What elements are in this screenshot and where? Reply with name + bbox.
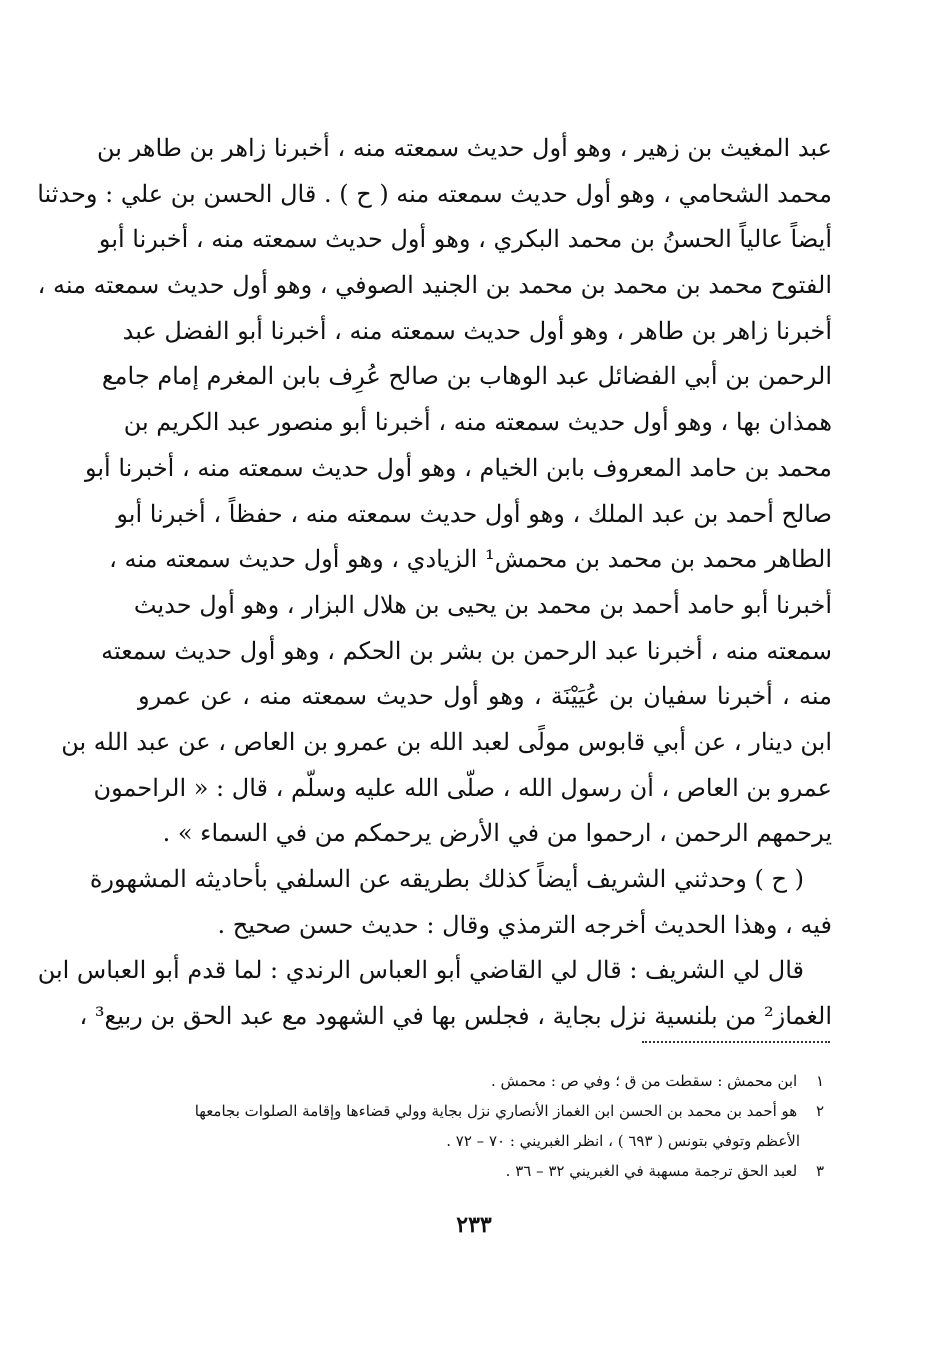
footnotes-block [134,1066,824,1186]
text-line: أيضاً عالياً الحسنُ بن محمد البكري ، وهو أول حديث سمعته منه ، أخبرنا أبو [98,225,832,254]
text-line: محمد الشحامي ، وهو أول حديث سمعته منه ( ح ) . قال الحسن بن علي : وحدثنا [37,179,832,208]
text-line: أخبرنا زاهر بن طاهر ، وهو أول حديث سمعته منه ، أخبرنا أبو الفضل عبد [122,316,832,345]
footnote-text: لعبد الحق ترجمة مسهبة في الغبريني ٣٢ – ٣٦ . [505,1162,798,1180]
text-line: قال لي الشريف : قال لي القاضي أبو العباس الرندي : لما قدم أبو العباس ابن [37,956,804,985]
text-line: ابن دينار ، عن أبي قابوس مولًى لعبد الله بن عمرو بن العاص ، عن عبد الله بن [61,727,832,756]
footnote-2 [134,1096,824,1126]
text-line: يرحمهم الرحمن ، ارحموا من في الأرض يرحمكم من في السماء » . [162,819,832,848]
footnote-3 [134,1156,824,1186]
footnote-number: ٣ [815,1162,824,1180]
text-line: محمد بن حامد المعروف بابن الخيام ، وهو أول حديث سمعته منه ، أخبرنا أبو [84,453,832,482]
text-line: الطاهر محمد بن محمد بن محمش¹ الزيادي ، وهو أول حديث سمعته منه ، [109,545,832,574]
text-line: صالح أحمد بن عبد الملك ، وهو أول حديث سمعته منه ، حفظاً ، أخبرنا أبو [116,499,832,528]
text-line: ( ح ) وحدثني الشريف أيضاً كذلك بطريقه عن السلفي بأحاديثه المشهورة [89,865,804,893]
text-line: الرحمن بن أبي الفضائل عبد الوهاب بن صالح عُرِف بابن المغرم إمام جامع [101,362,832,391]
footnote-text: هو أحمد بن محمد بن الحسن ابن الغماز الأنصاري نزل بجاية وولي قضاءها وإقامة الصلوات بجامعها [194,1102,798,1120]
footnote-number: ٢ [815,1102,824,1120]
text-line: الفتوح محمد بن محمد بن محمد بن الجنيد الصوفي ، وهو أول حديث سمعته منه ، [37,271,832,300]
text-line: أخبرنا أبو حامد أحمد بن محمد بن يحيى بن هلال البزار ، وهو أول حديث [133,590,832,619]
text-line: فيه ، وهذا الحديث أخرجه الترمذي وقال : حديث حسن صحيح . [217,910,832,939]
text-line: عمرو بن العاص ، أن رسول الله ، صلّى الله عليه وسلّم ، قال : « الراحمون [93,773,832,802]
footnote-number: ١ [815,1072,824,1090]
text-line: همذان بها ، وهو أول حديث سمعته منه ، أخبرنا أبو منصور عبد الكريم بن [123,408,832,437]
page-number: ٢٣٣ [456,1212,492,1238]
text-line: منه ، أخبرنا سفيان بن عُيَيْنَة ، وهو أول حديث سمعته منه ، عن عمرو [138,682,832,711]
main-text-block [37,126,832,1040]
text-line: الغماز² من بلنسية نزل بجاية ، فجلس بها في الشهود مع عبد الحق بن ربيع³ ، [79,1002,832,1031]
footnote-2-continuation: الأعظم وتوفي بتونس ( ٦٩٣ ) ، انظر الغبريني : ٧٠ – ٧٢ . [446,1132,800,1150]
footnote-separator [642,1041,830,1043]
footnote-text: ابن محمش : سقطت من ق ؛ وفي ص : محمش . [491,1072,798,1090]
text-line: عبد المغيث بن زهير ، وهو أول حديث سمعته منه ، أخبرنا زاهر بن طاهر بن [96,134,832,162]
footnote-1 [134,1066,824,1096]
text-line: سمعته منه ، أخبرنا عبد الرحمن بن بشر بن الحكم ، وهو أول حديث سمعته [101,636,832,665]
